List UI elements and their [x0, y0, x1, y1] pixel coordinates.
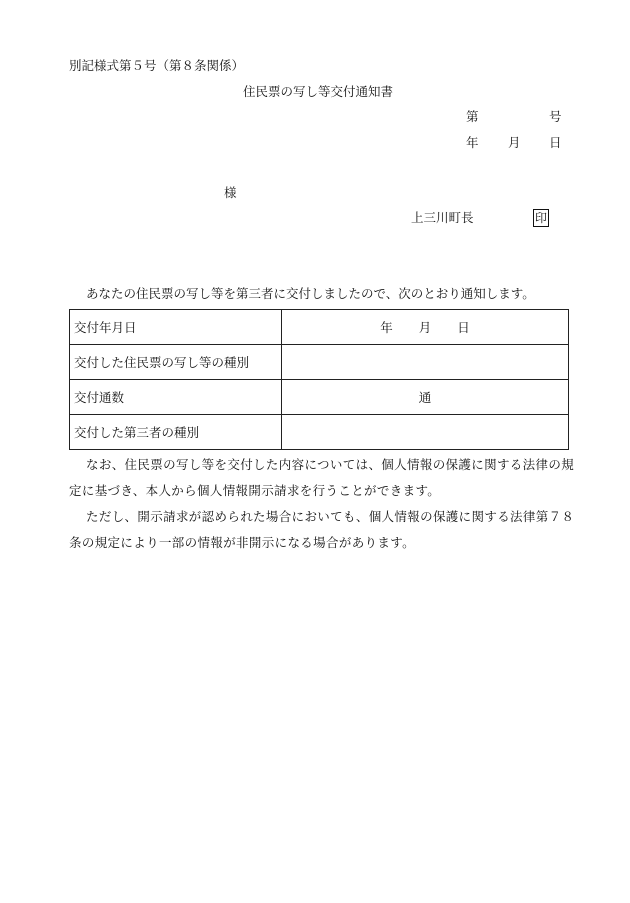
doc-number-suffix: 号 — [549, 109, 562, 124]
document-title: 住民票の写し等交付通知書 — [243, 84, 394, 99]
date-year: 年 — [466, 135, 479, 150]
value-month: 月 — [418, 320, 432, 335]
table-row — [70, 310, 569, 345]
doc-number-prefix: 第 — [466, 109, 479, 124]
info-table — [69, 309, 569, 450]
value-year: 年 — [380, 320, 393, 335]
date-month: 月 — [508, 135, 521, 150]
table-row — [70, 415, 569, 450]
intro-text: あなたの住民票の写し等を第三者に交付しましたので、次のとおり通知します。 — [86, 286, 535, 301]
row-label: 交付年月日 — [70, 310, 282, 345]
seal-mark: 印 — [535, 211, 548, 225]
row-value — [282, 345, 569, 380]
row-label: 交付通数 — [70, 380, 282, 415]
table-row — [70, 380, 569, 415]
row-label: 交付した住民票の写し等の種別 — [70, 345, 282, 380]
note-paragraph: なお、住民票の写し等を交付した内容については、個人情報の保護に関する法律の規定に基づき、本人から個人情報開示請求を行うことができます。 — [69, 457, 575, 498]
note-paragraph: ただし、開示請求が認められた場合においても、個人情報の保護に関する法律第７８条の規定により一部の情報が非開示になる場合があります。 — [69, 509, 575, 550]
table-row — [70, 345, 569, 380]
row-value-date — [282, 310, 569, 345]
date-day: 日 — [549, 135, 562, 150]
value-day: 日 — [457, 320, 470, 335]
row-value: 通 — [282, 380, 569, 415]
form-number: 別記様式第５号（第８条関係） — [69, 58, 245, 73]
row-label: 交付した第三者の種別 — [70, 415, 282, 450]
addressee-suffix: 様 — [224, 185, 237, 200]
row-value — [282, 415, 569, 450]
issuer-name: 上三川町長 — [411, 210, 474, 225]
